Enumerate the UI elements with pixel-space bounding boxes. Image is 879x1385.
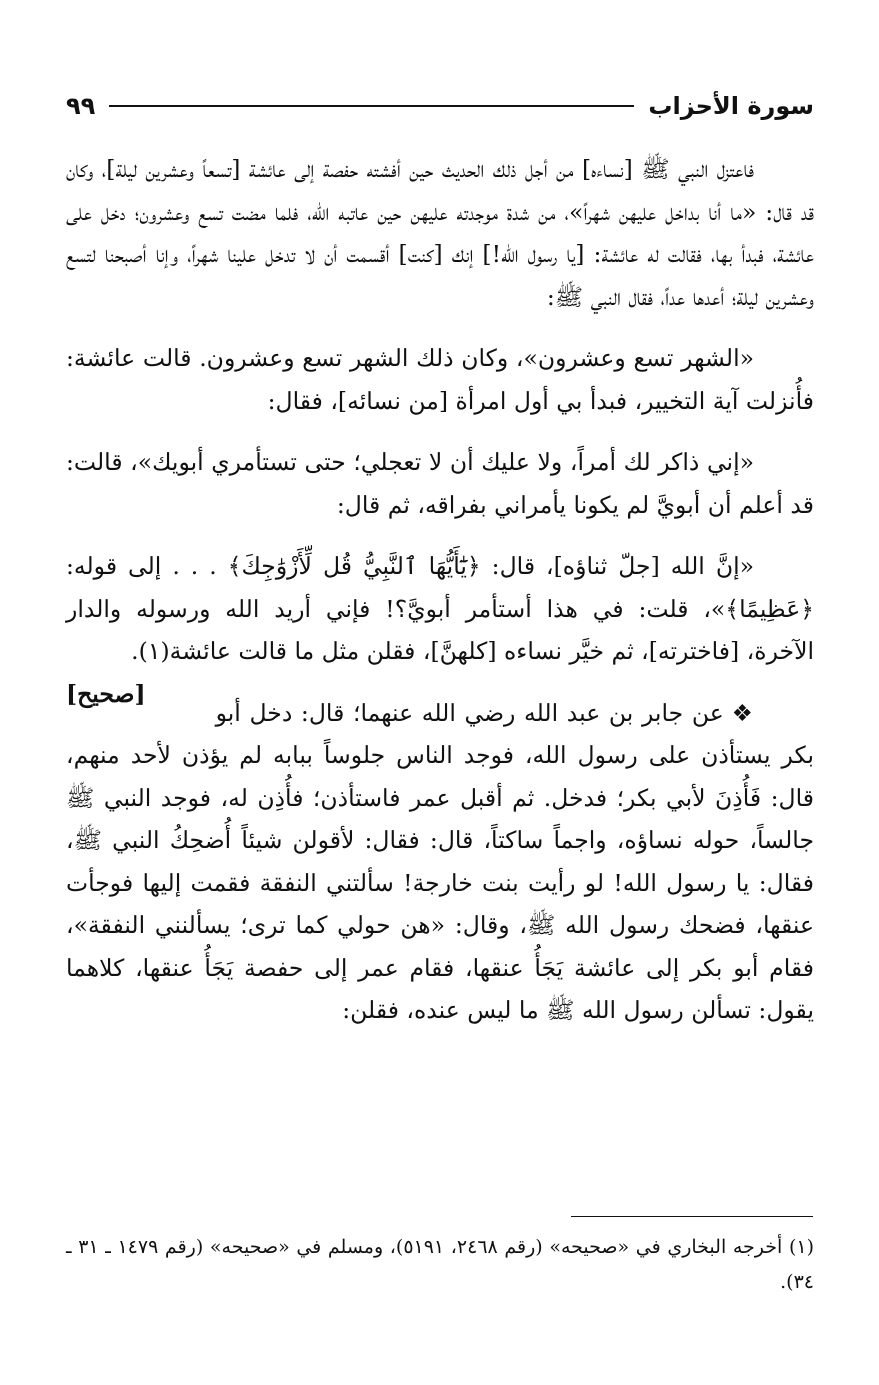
footnote-1: (١) أخرجه البخاري في «صحيحه» (رقم ٢٤٦٨، ٥١٩١)، ومسلم في «صحيحه» (رقم ١٤٧٩ ـ ٣١ ـ ٣٤).	[66, 1236, 814, 1293]
paragraph-4	[66, 545, 814, 708]
running-head	[66, 86, 814, 126]
paragraph-3: «إني ذاكر لك أمراً، ولا عليك أن لا تعجلي؛ حتى تستأمري أبويك»، قالت: قد أعلم أن أبويَّ لم يكونا يأمراني بفراقه، ثم قال:	[66, 448, 814, 519]
header-rule	[109, 105, 634, 107]
paragraph-1: فاعتزل النبي ﷺ [نساءه] من أجل ذلك الحديث حين أفشته حفصة إلى عائشة [تسعاً وعشرين ليلة]، وكان قد قال: «ما أنا بداخل عليهن شهراً»، من شدة موجدته عليهن حين عاتبه الله، فلما مضت تسع وعشرون؛ دخل على عائشة، فبدأ بها، فقالت له عائشة: [يا رسول الله!] إنك [كنت] أقسمت أن لا تدخل علينا شهراً، وإنا أصبحنا لتسع وعشرين ليلة؛ أعدها عداً، فقال النبي ﷺ:	[66, 155, 814, 311]
paragraph-4-text: «إنَّ الله [جلّ ثناؤه]، قال: ﴿يَٰٓأَيُّهَا ٱلنَّبِيُّ قُل لِّأَزْوَٰجِكَ﴾ . . . إلى قوله: ﴿عَظِيمًا﴾»، قلت: في هذا أستأمر أبويَّ؟! فإني أريد الله ورسوله والدار الآخرة، [فاخترته]، ثم خيَّر نساءه [كلهنَّ]، فقلن مثل ما قالت عائشة(١).	[66, 552, 814, 665]
paragraph-5-text: عن جابر بن عبد الله رضي الله عنهما؛ قال: دخل أبو بكر يستأذن على رسول الله، فوجد الناس جلوساً ببابه لم يؤذن لأحد منهم، قال: فَأُذِنَ لأبي بكر؛ فدخل. ثم أقبل عمر فاستأذن؛ فأُذِن له، فوجد النبي ﷺ جالساً، حوله نساؤه، واجماً ساكتاً، قال: فقال: لأقولن شيئاً أُضحِكُ النبي ﷺ، فقال: يا رسول الله! لو رأيت بنت خارجة! سألتني النفقة فقمت إليها فوجأت عنقها، فضحك رسول الله ﷺ، وقال: «هن حولي كما ترى؛ يسألنني النفقة»، فقام أبو بكر إلى عائشة يَجَأُ عنقها، فقام عمر إلى حفصة يَجَأُ عنقها، كلاهما يقول: تسألن رسول الله ﷺ ما ليس عنده، فقلن:	[66, 698, 814, 1024]
page-number: ٩٩	[66, 92, 96, 120]
surah-title: سورة الأحزاب	[648, 92, 814, 120]
footnote-separator	[571, 1216, 813, 1217]
hadith-grade: [صحيح]	[66, 679, 146, 708]
diamond-bullet-icon: ❖	[731, 698, 754, 727]
footnotes	[66, 1230, 814, 1300]
main-text	[66, 148, 814, 1051]
paragraph-5	[66, 692, 814, 1032]
paragraph-2: «الشهر تسع وعشرون»، وكان ذلك الشهر تسع وعشرون. قالت عائشة: فأُنزلت آية التخيير، فبدأ بي أول امرأة [من نسائه]، فقال:	[66, 344, 814, 415]
